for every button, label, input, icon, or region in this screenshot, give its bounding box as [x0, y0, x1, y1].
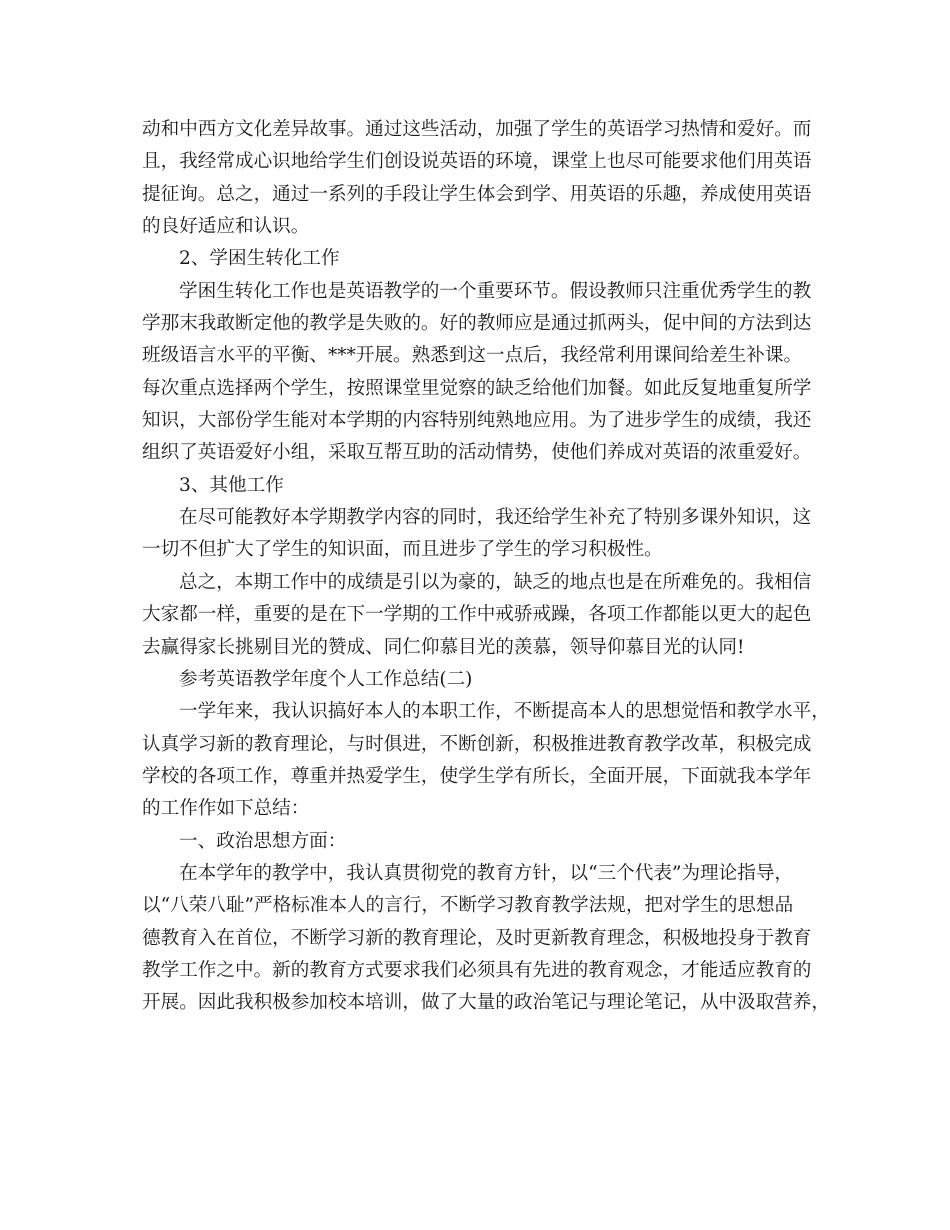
- text-line: 认真学习新的教育理论，与时俱进，不断创新，积极推进教育教学改革，积极完成: [142, 733, 812, 755]
- text-line: 去赢得家长挑剔目光的赞成、同仁仰慕目光的羡慕，领导仰慕目光的认同!: [142, 636, 745, 658]
- text-line: 2、学困生转化工作: [179, 248, 340, 270]
- text-line: 3、其他工作: [179, 474, 284, 496]
- text-line: 每次重点选择两个学生，按照课堂里觉察的缺乏给他们加餐。如此反复地重复所学: [142, 377, 812, 399]
- text-line: 学困生转化工作也是英语教学的一个重要环节。假设教师只注重优秀学生的教: [179, 280, 812, 302]
- text-line: 组织了英语爱好小组，采取互帮互助的活动情势，使他们养成对英语的浓重爱好。: [142, 442, 812, 464]
- text-line: 德教育入在首位，不断学习新的教育理论，及时更新教育理念，积极地投身于教育: [142, 927, 812, 949]
- text-line: 一切不但扩大了学生的知识面，而且进步了学生的学习积极性。: [142, 539, 663, 561]
- text-line: 动和中西方文化差异故事。通过这些活动，加强了学生的英语学习热情和爱好。而: [142, 119, 812, 140]
- text-line: 提征询。总之，通过一系列的手段让学生体会到学、用英语的乐趣，养成使用英语: [142, 183, 812, 205]
- text-line: 开展。因此我积极参加校本培训，做了大量的政治笔记与理论笔记，从中汲取营养，: [142, 992, 830, 1014]
- text-line: 总之，本期工作中的成绩是引以为豪的，缺乏的地点也是在所难免的。我相信: [179, 571, 812, 593]
- document-body: [142, 114, 832, 1020]
- text-line: 的工作作如下总结：: [142, 798, 310, 820]
- text-line: 知识，大部份学生能对本学期的内容特别纯熟地应用。为了进步学生的成绩，我还: [142, 410, 812, 432]
- text-line: 班级语言水平的平衡、***开展。熟悉到这一点后，我经常利用课间给差生补课。: [142, 345, 803, 367]
- text-line: 学那末我敢断定他的教学是失败的。好的教师应是通过抓两头，促中间的方法到达: [142, 313, 812, 335]
- text-line: 教学工作之中。新的教育方式要求我们必须具有先进的教育观念，才能适应教育的: [142, 959, 812, 981]
- text-line: 的良好适应和认识。: [142, 216, 310, 238]
- text-line: 以“八荣八耻”严格标准本人的言行，不断学习教育教学法规，把对学生的思想品: [142, 895, 794, 917]
- text-line: 学校的各项工作，尊重并热爱学生，使学生学有所长，全面开展，下面就我本学年: [142, 765, 812, 787]
- text-line: 参考英语教学年度个人工作总结(二): [179, 668, 473, 690]
- text-line: 在本学年的教学中，我认真贯彻党的教育方针，以“三个代表”为理论指导，: [179, 862, 794, 884]
- text-line: 一、政治思想方面：: [179, 830, 347, 852]
- text-line: 且，我经常成心识地给学生们创设说英语的环境，课堂上也尽可能要求他们用英语: [142, 151, 812, 173]
- text-line: 一学年来，我认识搞好本人的本职工作，不断提高本人的思想觉悟和教学水平，: [179, 701, 830, 723]
- text-line: 在尽可能教好本学期教学内容的同时，我还给学生补充了特别多课外知识，这: [179, 507, 812, 529]
- text-line: 大家都一样，重要的是在下一学期的工作中戒骄戒躁，各项工作都能以更大的起色: [142, 604, 812, 626]
